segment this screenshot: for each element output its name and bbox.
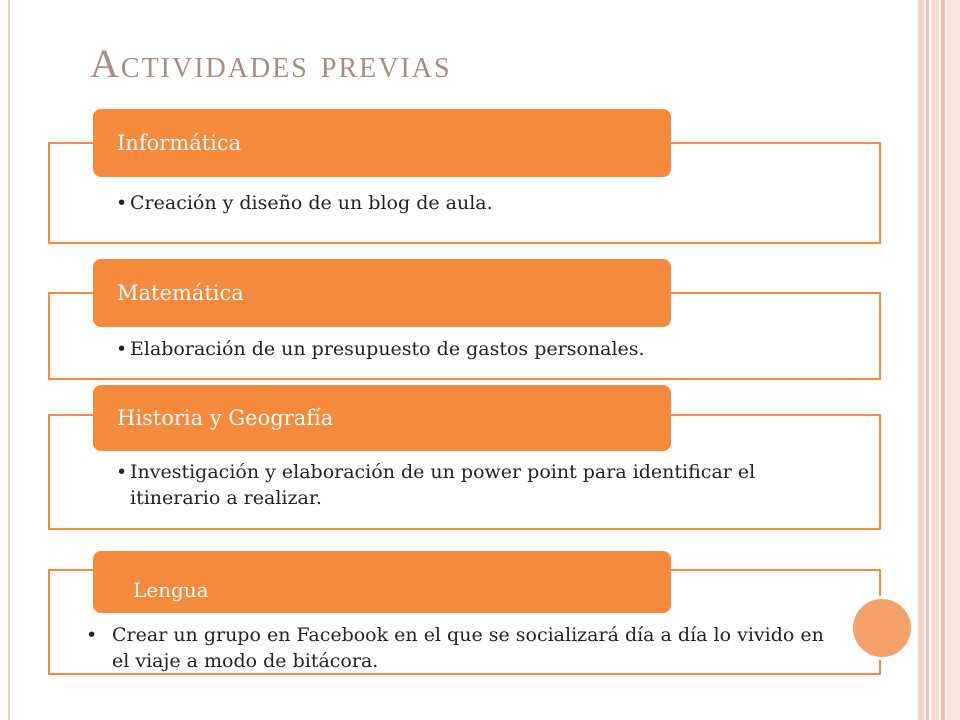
decorative-circle [850,596,914,660]
section-bullet-historia [116,459,756,511]
bullet-text: Investigación y elaboración de un power point para identificar el itinerario a realizar. [130,461,756,509]
bullet-text: Crear un grupo en Facebook en el que se socializará día a día lo vivido en el viaje a modo de bitácora. [112,624,824,672]
left-border-line [8,0,10,720]
bullet-text: Elaboración de un presupuesto de gastos personales. [130,338,645,360]
section-bullet-informatica [116,190,856,216]
section-heading-lengua: Lengua [93,551,671,613]
bullet-dot: • [86,624,98,646]
bullet-dot: • [116,338,128,360]
slide-title: Actividades previas [90,41,452,86]
decorative-stripes [918,0,960,720]
bullet-text: Creación y diseño de un blog de aula. [130,192,493,214]
bullet-dot: • [116,192,128,214]
bullet-dot: • [116,461,128,483]
section-heading-matematica: Matemática [93,259,671,327]
section-bullet-matematica [116,336,856,362]
section-bullet-lengua [86,622,836,674]
section-heading-informatica: Informática [93,109,671,177]
section-heading-historia: Historia y Geografía [93,385,671,451]
